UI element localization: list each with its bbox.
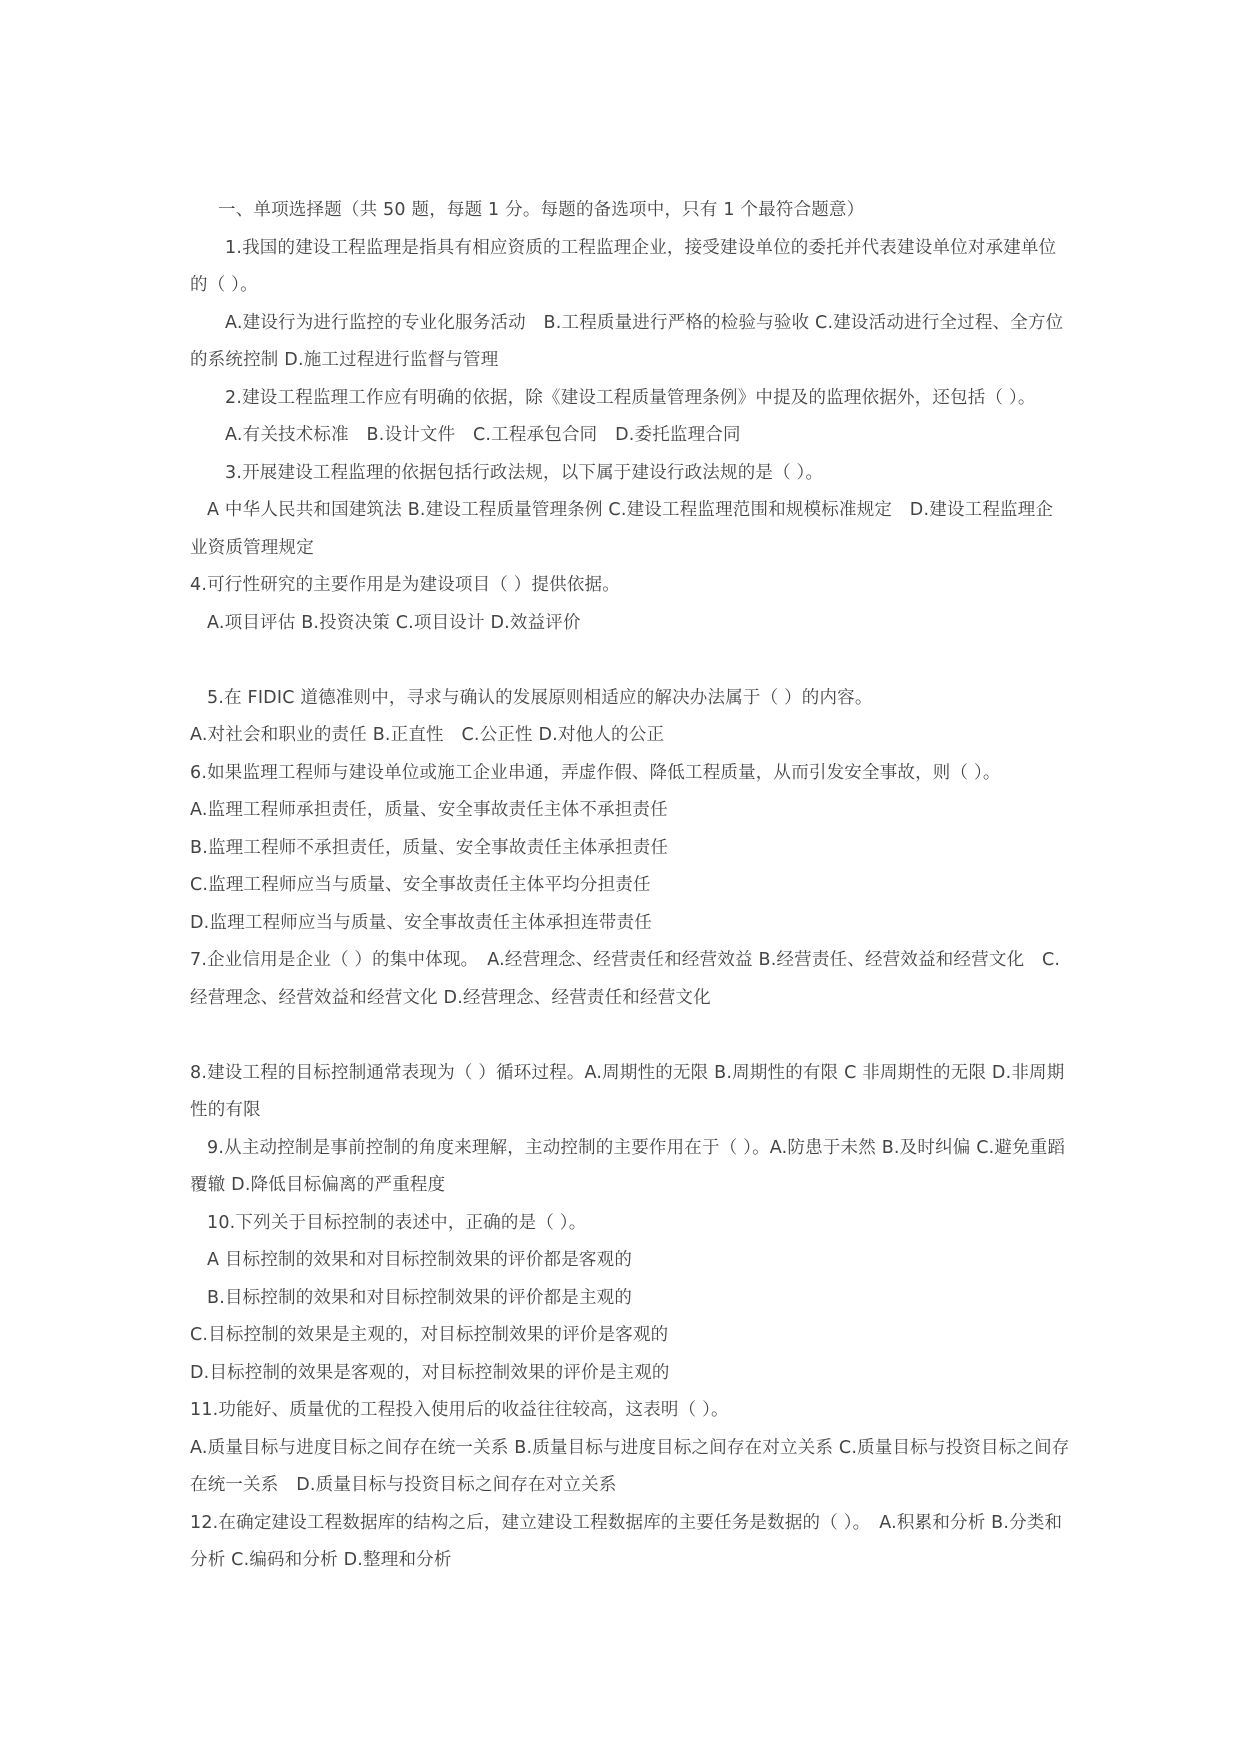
question-3-options: A 中华人民共和国建筑法 B.建设工程质量管理条例 C.建设工程监理范围和规模标准规定 D.建设工程监理企业资质管理规定 <box>190 500 1054 558</box>
question-6-option-b: B.监理工程师不承担责任，质量、安全事故责任主体承担责任 <box>190 837 669 858</box>
question-10-option-d: D.目标控制的效果是客观的，对目标控制效果的评价是主观的 <box>190 1362 670 1383</box>
question-6-option-c: C.监理工程师应当与质量、安全事故责任主体平均分担责任 <box>190 875 651 895</box>
question-4-options: A.项目评估 B.投资决策 C.项目设计 D.效益评价 <box>207 612 581 633</box>
question-7: 7.企业信用是企业（ ）的集中体现。 A.经营理念、经营责任和经营效益 B.经营责任、经营效益和经营文化 C.经营理念、经营效益和经营文化 D.经营理念、经营责任和经营文化 <box>190 950 1061 1008</box>
question-5-stem: 5.在 FIDIC 道德准则中，寻求与确认的发展原则相适应的解决办法属于（ ）的内容。 <box>207 687 873 708</box>
section-heading: 一、单项选择题（共 50 题，每题 1 分。每题的备选项中，只有 1 个最符合题意） <box>218 200 865 220</box>
question-9: 9.从主动控制是事前控制的角度来理解，主动控制的主要作用在于（ ）。A.防患于未然 B.及时纠偏 C.避免重蹈覆辙 D.降低目标偏离的严重程度 <box>190 1137 1066 1195</box>
question-1-options: A.建设行为进行监控的专业化服务活动 B.工程质量进行严格的检验与验收 C.建设活动进行全过程、全方位的系统控制 D.施工过程进行监督与管理 <box>190 312 1064 370</box>
question-12: 12.在确定建设工程数据库的结构之后，建立建设工程数据库的主要任务是数据的（ ）。 A.积累和分析 B.分类和分析 C.编码和分析 D.整理和分析 <box>190 1512 1063 1570</box>
question-6-stem: 6.如果监理工程师与建设单位或施工企业串通，弄虚作假、降低工程质量，从而引发安全事故，则（ ）。 <box>190 762 1001 783</box>
question-5-options: A.对社会和职业的责任 B.正直性 C.公正性 D.对他人的公正 <box>190 725 665 745</box>
question-6-option-a: A.监理工程师承担责任，质量、安全事故责任主体不承担责任 <box>190 800 668 820</box>
question-10-stem: 10.下列关于目标控制的表述中，正确的是（ ）。 <box>207 1212 587 1233</box>
question-1-stem: 1.我国的建设工程监理是指具有相应资质的工程监理企业，接受建设单位的委托并代表建设单位对承建单位的（ ）。 <box>190 237 1057 295</box>
question-2-options: A.有关技术标准 B.设计文件 C.工程承包合同 D.委托监理合同 <box>225 425 741 445</box>
question-6-option-d: D.监理工程师应当与质量、安全事故责任主体承担连带责任 <box>190 912 652 933</box>
question-10-option-b: B.目标控制的效果和对目标控制效果的评价都是主观的 <box>207 1287 633 1308</box>
question-10-option-c: C.目标控制的效果是主观的，对目标控制效果的评价是客观的 <box>190 1325 669 1345</box>
blank-line <box>190 642 1070 680</box>
document-body <box>190 192 1070 1580</box>
question-2-stem: 2.建设工程监理工作应有明确的依据，除《建设工程质量管理条例》中提及的监理依据外，还包括（ ）。 <box>225 387 1036 408</box>
question-3-stem: 3.开展建设工程监理的依据包括行政法规，以下属于建设行政法规的是（ ）。 <box>225 462 824 483</box>
question-4-stem: 4.可行性研究的主要作用是为建设项目（ ）提供依据。 <box>190 575 620 595</box>
blank-line <box>190 1017 1070 1055</box>
question-11-stem: 11.功能好、质量优的工程投入使用后的收益往往较高，这表明（ ）。 <box>190 1400 729 1420</box>
question-8: 8.建设工程的目标控制通常表现为（ ）循环过程。A.周期性的无限 B.周期性的有限 C 非周期性的无限 D.非周期性的有限 <box>190 1062 1065 1120</box>
question-11-options: A.质量目标与进度目标之间存在统一关系 B.质量目标与进度目标之间存在对立关系 C.质量目标与投资目标之间存在统一关系 D.质量目标与投资目标之间存在对立关系 <box>190 1437 1070 1495</box>
question-10-option-a: A 目标控制的效果和对目标控制效果的评价都是客观的 <box>207 1250 633 1270</box>
